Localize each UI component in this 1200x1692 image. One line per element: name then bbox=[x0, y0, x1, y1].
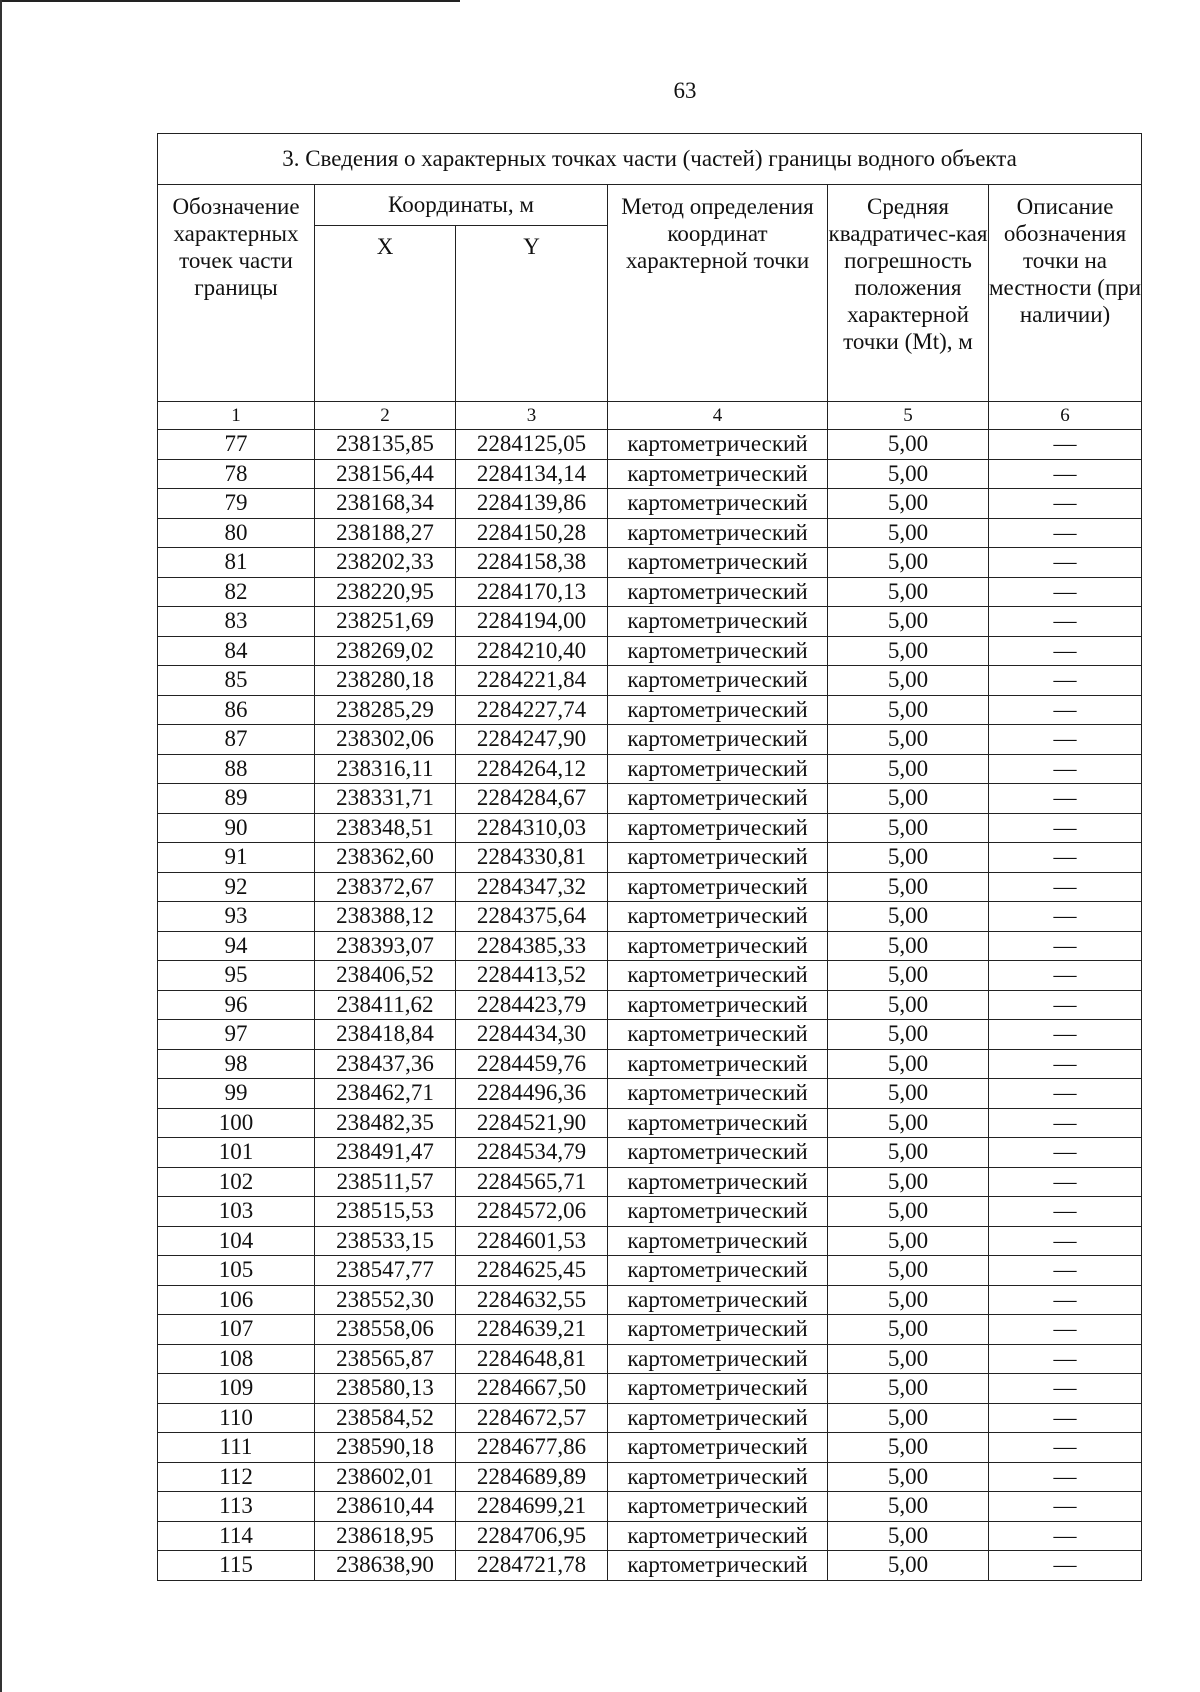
coord-y-cell: 2284150,28 bbox=[456, 518, 608, 548]
column-number: 5 bbox=[828, 402, 989, 430]
method-cell: картометрический bbox=[608, 1138, 828, 1168]
method-cell: картометрический bbox=[608, 1049, 828, 1079]
error-cell: 5,00 bbox=[828, 1403, 989, 1433]
error-cell: 5,00 bbox=[828, 1521, 989, 1551]
coord-y-cell: 2284247,90 bbox=[456, 725, 608, 755]
error-cell: 5,00 bbox=[828, 489, 989, 519]
error-cell: 5,00 bbox=[828, 1256, 989, 1286]
boundary-points-table bbox=[157, 133, 1142, 1581]
description-cell: — bbox=[989, 459, 1142, 489]
error-cell: 5,00 bbox=[828, 459, 989, 489]
table-row bbox=[158, 1374, 1142, 1404]
method-cell: картометрический bbox=[608, 430, 828, 460]
table-row bbox=[158, 1197, 1142, 1227]
description-cell: — bbox=[989, 1315, 1142, 1345]
coord-x-cell: 238515,53 bbox=[315, 1197, 456, 1227]
scan-edge-top bbox=[0, 0, 460, 2]
coord-x-cell: 238251,69 bbox=[315, 607, 456, 637]
table-row bbox=[158, 430, 1142, 460]
description-cell: — bbox=[989, 1138, 1142, 1168]
coord-y-cell: 2284689,89 bbox=[456, 1462, 608, 1492]
point-id-cell: 91 bbox=[158, 843, 315, 873]
description-cell: — bbox=[989, 725, 1142, 755]
description-cell: — bbox=[989, 1492, 1142, 1522]
error-cell: 5,00 bbox=[828, 548, 989, 578]
coord-x-cell: 238372,67 bbox=[315, 872, 456, 902]
table-row bbox=[158, 990, 1142, 1020]
error-cell: 5,00 bbox=[828, 1551, 989, 1581]
coord-y-cell: 2284648,81 bbox=[456, 1344, 608, 1374]
method-cell: картометрический bbox=[608, 813, 828, 843]
coord-x-cell: 238220,95 bbox=[315, 577, 456, 607]
description-cell: — bbox=[989, 754, 1142, 784]
table-body bbox=[158, 430, 1142, 1581]
table-row bbox=[158, 754, 1142, 784]
table-row bbox=[158, 1049, 1142, 1079]
method-cell: картометрический bbox=[608, 843, 828, 873]
description-cell: — bbox=[989, 1551, 1142, 1581]
table-row bbox=[158, 1108, 1142, 1138]
table-row bbox=[158, 813, 1142, 843]
method-cell: картометрический bbox=[608, 784, 828, 814]
point-id-cell: 104 bbox=[158, 1226, 315, 1256]
table-row bbox=[158, 843, 1142, 873]
table-row bbox=[158, 931, 1142, 961]
method-cell: картометрический bbox=[608, 931, 828, 961]
coord-x-cell: 238558,06 bbox=[315, 1315, 456, 1345]
coord-x-cell: 238269,02 bbox=[315, 636, 456, 666]
description-cell: — bbox=[989, 1020, 1142, 1050]
coord-x-cell: 238533,15 bbox=[315, 1226, 456, 1256]
header-x: X bbox=[315, 226, 456, 402]
coord-y-cell: 2284385,33 bbox=[456, 931, 608, 961]
point-id-cell: 95 bbox=[158, 961, 315, 991]
coord-y-cell: 2284601,53 bbox=[456, 1226, 608, 1256]
error-cell: 5,00 bbox=[828, 1079, 989, 1109]
coord-y-cell: 2284534,79 bbox=[456, 1138, 608, 1168]
point-id-cell: 80 bbox=[158, 518, 315, 548]
coord-x-cell: 238580,13 bbox=[315, 1374, 456, 1404]
coord-x-cell: 238331,71 bbox=[315, 784, 456, 814]
error-cell: 5,00 bbox=[828, 872, 989, 902]
point-id-cell: 99 bbox=[158, 1079, 315, 1109]
coord-y-cell: 2284210,40 bbox=[456, 636, 608, 666]
point-id-cell: 93 bbox=[158, 902, 315, 932]
coord-y-cell: 2284194,00 bbox=[456, 607, 608, 637]
table-row bbox=[158, 961, 1142, 991]
table-row bbox=[158, 1167, 1142, 1197]
point-id-cell: 81 bbox=[158, 548, 315, 578]
coord-y-cell: 2284521,90 bbox=[456, 1108, 608, 1138]
point-id-cell: 109 bbox=[158, 1374, 315, 1404]
page-number: 63 bbox=[673, 78, 697, 103]
table-row bbox=[158, 548, 1142, 578]
point-id-cell: 100 bbox=[158, 1108, 315, 1138]
point-id-cell: 105 bbox=[158, 1256, 315, 1286]
error-cell: 5,00 bbox=[828, 1285, 989, 1315]
coord-x-cell: 238168,34 bbox=[315, 489, 456, 519]
coord-x-cell: 238348,51 bbox=[315, 813, 456, 843]
description-cell: — bbox=[989, 1285, 1142, 1315]
method-cell: картометрический bbox=[608, 872, 828, 902]
point-id-cell: 107 bbox=[158, 1315, 315, 1345]
error-cell: 5,00 bbox=[828, 1108, 989, 1138]
coord-y-cell: 2284158,38 bbox=[456, 548, 608, 578]
method-cell: картометрический bbox=[608, 548, 828, 578]
description-cell: — bbox=[989, 1049, 1142, 1079]
point-id-cell: 111 bbox=[158, 1433, 315, 1463]
coord-y-cell: 2284264,12 bbox=[456, 754, 608, 784]
coord-x-cell: 238618,95 bbox=[315, 1521, 456, 1551]
point-id-cell: 103 bbox=[158, 1197, 315, 1227]
description-cell: — bbox=[989, 1197, 1142, 1227]
coord-x-cell: 238388,12 bbox=[315, 902, 456, 932]
description-cell: — bbox=[989, 666, 1142, 696]
method-cell: картометрический bbox=[608, 459, 828, 489]
error-cell: 5,00 bbox=[828, 902, 989, 932]
coord-x-cell: 238188,27 bbox=[315, 518, 456, 548]
coord-x-cell: 238491,47 bbox=[315, 1138, 456, 1168]
coord-x-cell: 238584,52 bbox=[315, 1403, 456, 1433]
method-cell: картометрический bbox=[608, 1462, 828, 1492]
error-cell: 5,00 bbox=[828, 607, 989, 637]
coord-y-cell: 2284706,95 bbox=[456, 1521, 608, 1551]
point-id-cell: 92 bbox=[158, 872, 315, 902]
coord-x-cell: 238547,77 bbox=[315, 1256, 456, 1286]
point-id-cell: 77 bbox=[158, 430, 315, 460]
point-id-cell: 114 bbox=[158, 1521, 315, 1551]
coord-y-cell: 2284699,21 bbox=[456, 1492, 608, 1522]
description-cell: — bbox=[989, 1108, 1142, 1138]
method-cell: картометрический bbox=[608, 1079, 828, 1109]
description-cell: — bbox=[989, 1344, 1142, 1374]
coord-y-cell: 2284139,86 bbox=[456, 489, 608, 519]
description-cell: — bbox=[989, 636, 1142, 666]
column-number: 2 bbox=[315, 402, 456, 430]
error-cell: 5,00 bbox=[828, 1226, 989, 1256]
scan-edge-left bbox=[0, 0, 2, 1692]
error-cell: 5,00 bbox=[828, 1315, 989, 1345]
column-number: 3 bbox=[456, 402, 608, 430]
description-cell: — bbox=[989, 1256, 1142, 1286]
method-cell: картометрический bbox=[608, 990, 828, 1020]
coord-y-cell: 2284667,50 bbox=[456, 1374, 608, 1404]
point-id-cell: 106 bbox=[158, 1285, 315, 1315]
column-number: 4 bbox=[608, 402, 828, 430]
table-row bbox=[158, 1020, 1142, 1050]
method-cell: картометрический bbox=[608, 902, 828, 932]
table-row bbox=[158, 1344, 1142, 1374]
description-cell: — bbox=[989, 1462, 1142, 1492]
coord-x-cell: 238462,71 bbox=[315, 1079, 456, 1109]
error-cell: 5,00 bbox=[828, 961, 989, 991]
coord-x-cell: 238411,62 bbox=[315, 990, 456, 1020]
method-cell: картометрический bbox=[608, 1226, 828, 1256]
error-cell: 5,00 bbox=[828, 666, 989, 696]
point-id-cell: 87 bbox=[158, 725, 315, 755]
method-cell: картометрический bbox=[608, 961, 828, 991]
table-row bbox=[158, 459, 1142, 489]
point-id-cell: 90 bbox=[158, 813, 315, 843]
point-id-cell: 88 bbox=[158, 754, 315, 784]
error-cell: 5,00 bbox=[828, 636, 989, 666]
point-id-cell: 115 bbox=[158, 1551, 315, 1581]
coord-x-cell: 238362,60 bbox=[315, 843, 456, 873]
point-id-cell: 112 bbox=[158, 1462, 315, 1492]
method-cell: картометрический bbox=[608, 577, 828, 607]
coord-x-cell: 238418,84 bbox=[315, 1020, 456, 1050]
coord-x-cell: 238316,11 bbox=[315, 754, 456, 784]
error-cell: 5,00 bbox=[828, 1344, 989, 1374]
error-cell: 5,00 bbox=[828, 725, 989, 755]
method-cell: картометрический bbox=[608, 518, 828, 548]
coord-y-cell: 2284347,32 bbox=[456, 872, 608, 902]
coord-x-cell: 238302,06 bbox=[315, 725, 456, 755]
point-id-cell: 94 bbox=[158, 931, 315, 961]
method-cell: картометрический bbox=[608, 1492, 828, 1522]
method-cell: картометрический bbox=[608, 1433, 828, 1463]
coord-y-cell: 2284639,21 bbox=[456, 1315, 608, 1345]
coord-y-cell: 2284672,57 bbox=[456, 1403, 608, 1433]
method-cell: картометрический bbox=[608, 1167, 828, 1197]
table-row bbox=[158, 725, 1142, 755]
point-id-cell: 110 bbox=[158, 1403, 315, 1433]
description-cell: — bbox=[989, 518, 1142, 548]
description-cell: — bbox=[989, 902, 1142, 932]
table-row bbox=[158, 695, 1142, 725]
table-row bbox=[158, 666, 1142, 696]
coord-y-cell: 2284227,74 bbox=[456, 695, 608, 725]
method-cell: картометрический bbox=[608, 1521, 828, 1551]
error-cell: 5,00 bbox=[828, 813, 989, 843]
point-id-cell: 84 bbox=[158, 636, 315, 666]
method-cell: картометрический bbox=[608, 607, 828, 637]
description-cell: — bbox=[989, 1167, 1142, 1197]
error-cell: 5,00 bbox=[828, 931, 989, 961]
error-cell: 5,00 bbox=[828, 1138, 989, 1168]
table-row bbox=[158, 1492, 1142, 1522]
error-cell: 5,00 bbox=[828, 1374, 989, 1404]
error-cell: 5,00 bbox=[828, 1462, 989, 1492]
method-cell: картометрический bbox=[608, 1020, 828, 1050]
coord-y-cell: 2284413,52 bbox=[456, 961, 608, 991]
description-cell: — bbox=[989, 784, 1142, 814]
table-row bbox=[158, 1256, 1142, 1286]
coord-y-cell: 2284565,71 bbox=[456, 1167, 608, 1197]
description-cell: — bbox=[989, 813, 1142, 843]
table-title: 3. Сведения о характерных точках части (частей) границы водного объекта bbox=[158, 134, 1142, 185]
description-cell: — bbox=[989, 843, 1142, 873]
error-cell: 5,00 bbox=[828, 1049, 989, 1079]
description-cell: — bbox=[989, 1521, 1142, 1551]
coord-y-cell: 2284632,55 bbox=[456, 1285, 608, 1315]
coord-x-cell: 238285,29 bbox=[315, 695, 456, 725]
error-cell: 5,00 bbox=[828, 784, 989, 814]
description-cell: — bbox=[989, 1433, 1142, 1463]
error-cell: 5,00 bbox=[828, 518, 989, 548]
coord-x-cell: 238602,01 bbox=[315, 1462, 456, 1492]
column-number: 6 bbox=[989, 402, 1142, 430]
coord-y-cell: 2284134,14 bbox=[456, 459, 608, 489]
coord-x-cell: 238552,30 bbox=[315, 1285, 456, 1315]
point-id-cell: 108 bbox=[158, 1344, 315, 1374]
coord-y-cell: 2284677,86 bbox=[456, 1433, 608, 1463]
coord-x-cell: 238590,18 bbox=[315, 1433, 456, 1463]
point-id-cell: 79 bbox=[158, 489, 315, 519]
method-cell: картометрический bbox=[608, 1403, 828, 1433]
table-row bbox=[158, 518, 1142, 548]
column-number: 1 bbox=[158, 402, 315, 430]
method-cell: картометрический bbox=[608, 1285, 828, 1315]
coord-y-cell: 2284125,05 bbox=[456, 430, 608, 460]
table-row bbox=[158, 784, 1142, 814]
table-row bbox=[158, 1079, 1142, 1109]
point-id-cell: 97 bbox=[158, 1020, 315, 1050]
coord-y-cell: 2284496,36 bbox=[456, 1079, 608, 1109]
error-cell: 5,00 bbox=[828, 1020, 989, 1050]
point-id-cell: 85 bbox=[158, 666, 315, 696]
error-cell: 5,00 bbox=[828, 695, 989, 725]
method-cell: картометрический bbox=[608, 754, 828, 784]
error-cell: 5,00 bbox=[828, 843, 989, 873]
coord-x-cell: 238511,57 bbox=[315, 1167, 456, 1197]
table-row bbox=[158, 1138, 1142, 1168]
point-id-cell: 86 bbox=[158, 695, 315, 725]
coord-x-cell: 238565,87 bbox=[315, 1344, 456, 1374]
coord-x-cell: 238393,07 bbox=[315, 931, 456, 961]
point-id-cell: 101 bbox=[158, 1138, 315, 1168]
method-cell: картометрический bbox=[608, 1197, 828, 1227]
description-cell: — bbox=[989, 1374, 1142, 1404]
coord-x-cell: 238437,36 bbox=[315, 1049, 456, 1079]
coord-x-cell: 238610,44 bbox=[315, 1492, 456, 1522]
description-cell: — bbox=[989, 577, 1142, 607]
description-cell: — bbox=[989, 1226, 1142, 1256]
method-cell: картометрический bbox=[608, 1315, 828, 1345]
coord-x-cell: 238156,44 bbox=[315, 459, 456, 489]
table-row bbox=[158, 489, 1142, 519]
coord-y-cell: 2284434,30 bbox=[456, 1020, 608, 1050]
table-row bbox=[158, 872, 1142, 902]
table-row bbox=[158, 607, 1142, 637]
coord-x-cell: 238638,90 bbox=[315, 1551, 456, 1581]
coord-x-cell: 238406,52 bbox=[315, 961, 456, 991]
header-designation: Обозначение характерных точек части границы bbox=[158, 185, 315, 402]
method-cell: картометрический bbox=[608, 666, 828, 696]
description-cell: — bbox=[989, 1403, 1142, 1433]
method-cell: картометрический bbox=[608, 636, 828, 666]
table-row bbox=[158, 1315, 1142, 1345]
error-cell: 5,00 bbox=[828, 990, 989, 1020]
description-cell: — bbox=[989, 931, 1142, 961]
point-id-cell: 98 bbox=[158, 1049, 315, 1079]
method-cell: картометрический bbox=[608, 1551, 828, 1581]
method-cell: картометрический bbox=[608, 695, 828, 725]
method-cell: картометрический bbox=[608, 1108, 828, 1138]
table-row bbox=[158, 636, 1142, 666]
error-cell: 5,00 bbox=[828, 1197, 989, 1227]
table-row bbox=[158, 1433, 1142, 1463]
header-y: Y bbox=[456, 226, 608, 402]
header-description: Описание обозначения точки на местности (при наличии) bbox=[989, 185, 1142, 402]
table-row bbox=[158, 1551, 1142, 1581]
error-cell: 5,00 bbox=[828, 754, 989, 784]
description-cell: — bbox=[989, 430, 1142, 460]
description-cell: — bbox=[989, 990, 1142, 1020]
error-cell: 5,00 bbox=[828, 1167, 989, 1197]
coord-x-cell: 238280,18 bbox=[315, 666, 456, 696]
description-cell: — bbox=[989, 548, 1142, 578]
point-id-cell: 83 bbox=[158, 607, 315, 637]
point-id-cell: 102 bbox=[158, 1167, 315, 1197]
table-row bbox=[158, 1462, 1142, 1492]
method-cell: картометрический bbox=[608, 1344, 828, 1374]
point-id-cell: 96 bbox=[158, 990, 315, 1020]
coord-y-cell: 2284459,76 bbox=[456, 1049, 608, 1079]
coord-x-cell: 238135,85 bbox=[315, 430, 456, 460]
method-cell: картометрический bbox=[608, 489, 828, 519]
point-id-cell: 89 bbox=[158, 784, 315, 814]
coord-y-cell: 2284625,45 bbox=[456, 1256, 608, 1286]
header-error: Средняя квадратичес-кая погрешность положения характерной точки (Mt), м bbox=[828, 185, 989, 402]
description-cell: — bbox=[989, 695, 1142, 725]
table-row bbox=[158, 577, 1142, 607]
table-row bbox=[158, 1521, 1142, 1551]
method-cell: картометрический bbox=[608, 725, 828, 755]
column-numbers-row bbox=[158, 402, 1142, 430]
error-cell: 5,00 bbox=[828, 1492, 989, 1522]
table-row bbox=[158, 1403, 1142, 1433]
table-row bbox=[158, 1226, 1142, 1256]
header-method: Метод определения координат характерной точки bbox=[608, 185, 828, 402]
point-id-cell: 78 bbox=[158, 459, 315, 489]
coord-y-cell: 2284572,06 bbox=[456, 1197, 608, 1227]
description-cell: — bbox=[989, 607, 1142, 637]
coord-x-cell: 238202,33 bbox=[315, 548, 456, 578]
table-row bbox=[158, 1285, 1142, 1315]
coord-y-cell: 2284423,79 bbox=[456, 990, 608, 1020]
description-cell: — bbox=[989, 961, 1142, 991]
error-cell: 5,00 bbox=[828, 430, 989, 460]
point-id-cell: 113 bbox=[158, 1492, 315, 1522]
coord-y-cell: 2284221,84 bbox=[456, 666, 608, 696]
coord-y-cell: 2284721,78 bbox=[456, 1551, 608, 1581]
coord-y-cell: 2284375,64 bbox=[456, 902, 608, 932]
coord-x-cell: 238482,35 bbox=[315, 1108, 456, 1138]
error-cell: 5,00 bbox=[828, 577, 989, 607]
description-cell: — bbox=[989, 489, 1142, 519]
coord-y-cell: 2284170,13 bbox=[456, 577, 608, 607]
error-cell: 5,00 bbox=[828, 1433, 989, 1463]
point-id-cell: 82 bbox=[158, 577, 315, 607]
description-cell: — bbox=[989, 1079, 1142, 1109]
description-cell: — bbox=[989, 872, 1142, 902]
coord-y-cell: 2284310,03 bbox=[456, 813, 608, 843]
method-cell: картометрический bbox=[608, 1256, 828, 1286]
header-coordinates: Координаты, м bbox=[315, 185, 608, 226]
coord-y-cell: 2284284,67 bbox=[456, 784, 608, 814]
table-row bbox=[158, 902, 1142, 932]
coord-y-cell: 2284330,81 bbox=[456, 843, 608, 873]
method-cell: картометрический bbox=[608, 1374, 828, 1404]
